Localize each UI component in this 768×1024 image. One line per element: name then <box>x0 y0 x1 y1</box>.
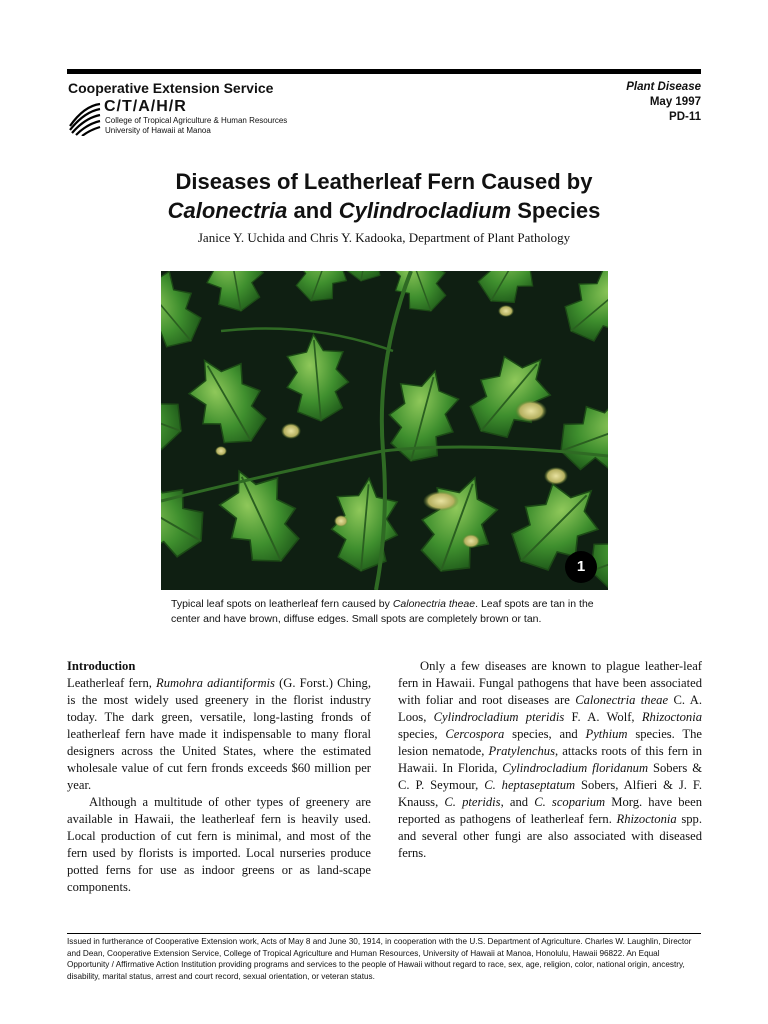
intro-heading: Introduction <box>67 659 136 673</box>
paragraph-text: species. The lesion nematode, <box>398 727 702 758</box>
figure-caption <box>171 597 611 627</box>
logo-name: C/T/A/H/R <box>104 98 187 115</box>
title-line-1: Diseases of Leatherleaf Fern Caused by <box>175 169 593 194</box>
paragraph-text: Sobers & C. P. Seymour, <box>398 761 702 792</box>
title-species-word: Species <box>511 198 601 223</box>
paragraph-text: F. A. Wolf, <box>564 710 642 724</box>
paragraph-text: species, and <box>504 727 586 741</box>
scientific-name: Rhizoctonia <box>641 710 702 724</box>
publication-meta <box>626 80 701 125</box>
scientific-name: C. pteridis <box>444 795 501 809</box>
caption-text: Typical leaf spots on leatherleaf fern caused by <box>171 598 393 610</box>
footer-rule <box>67 933 701 934</box>
paragraph-text: , and <box>500 795 535 809</box>
paragraph-text: species, <box>398 727 446 741</box>
organization-name: Cooperative Extension Service <box>68 80 274 96</box>
ctahr-logo <box>68 100 308 140</box>
fern-photo <box>161 271 608 590</box>
publication-series: Plant Disease <box>626 81 701 93</box>
title-genus-2: Cylindrocladium <box>338 198 512 223</box>
intro-column <box>67 658 371 896</box>
scientific-name: Pratylenchus <box>488 744 555 758</box>
paragraph-text: spp. and several other fungi are also associated with diseased ferns. <box>398 812 702 860</box>
paragraph-text: Leatherleaf fern, <box>67 676 157 690</box>
paragraph-text: , attacks roots of this fern in Hawaii. In Florida, <box>398 744 702 775</box>
paragraph-text: Only a few diseases are known to plague leather-leaf fern in Hawaii. Fungal pathogens that have been associated with foliar and root diseases are <box>398 659 702 707</box>
fern-leaf-image <box>161 271 608 590</box>
paragraph-text: (G. Forst.) Ching, is the most widely used greenery in the florist industry today. The dark green, versatile, long-lasting fronds of leatherleaf fern have made it indispensable to many floral designers across the United States, where the estimated wholesale value of cut fern fronds exceeds $60 million per year. <box>67 676 372 792</box>
logo-college-line: College of Tropical Agriculture & Human Resources <box>105 116 288 125</box>
scientific-name: Cylindrocladium floridanum <box>502 761 649 775</box>
caption-text: . Leaf spots are tan in the center and have brown, diffuse edges. Small spots are completely brown or tan. <box>171 598 594 625</box>
scientific-name: Rhizoctonia <box>616 812 677 826</box>
paragraph-text: Morg. have been reported as pathogens of leatherleaf fern. <box>398 795 702 826</box>
intro-paragraph-2: Although a multitude of other types of greenery are available in Hawaii, the leatherleaf fern is heavily used. Local production of cut fern is minimal, and most of the fern used by florists is imported. Local nurseries produce potted ferns for use as indoor greens or as land-scape components. <box>67 795 371 894</box>
publication-number: PD-11 <box>669 111 701 123</box>
caption-species: Calonectria theae <box>392 598 476 610</box>
figure-number-badge: 1 <box>565 551 597 583</box>
scientific-name: Cylindrocladium pteridis <box>433 710 565 724</box>
authors: Janice Y. Uchida and Chris Y. Kadooka, Department of Plant Pathology <box>197 230 571 245</box>
scientific-name: Rumohra adiantiformis <box>156 676 275 690</box>
scientific-name: Cercospora <box>445 727 505 741</box>
scientific-name: Pythium <box>585 727 628 741</box>
paragraph-text: Sobers, Alfieri & J. F. Knauss, <box>398 778 702 809</box>
paragraph-text: C. A. Loos, <box>398 693 702 724</box>
page-title <box>0 167 768 225</box>
scientific-name: C. heptaseptatum <box>484 778 576 792</box>
footer-statement: Issued in furtherance of Cooperative Extension work, Acts of May 8 and June 30, 1914, in cooperation with the U.S. Department of Agriculture. Charles W. Laughlin, Director and Dean, Cooperative Extension Service, College of Tropical Agriculture and Human Resources, University of Hawaii at Manoa, Honolulu, Hawaii 96822. An Equal Opportunity / Affirmative Action Institution providing programs and services to the people of Hawaii without regard to race, sex, age, religion, color, national origin, ancestry, disability, marital status, arrest and court record, sexual orientation, or veteran status. <box>67 937 692 981</box>
pathogens-paragraph <box>398 658 702 862</box>
title-line-2 <box>0 196 768 225</box>
title-conjunction: and <box>287 198 339 223</box>
intro-paragraph-1 <box>67 675 371 794</box>
pathogens-column <box>398 658 702 862</box>
scientific-name: C. scoparium <box>534 795 606 809</box>
top-rule <box>67 69 701 74</box>
ctahr-logo-icon <box>68 100 102 136</box>
publication-date: May 1997 <box>649 96 701 108</box>
title-genus-1: Calonectria <box>167 198 288 223</box>
logo-university-line: University of Hawaii at Manoa <box>105 126 211 135</box>
scientific-name: Calonectria theae <box>575 693 669 707</box>
